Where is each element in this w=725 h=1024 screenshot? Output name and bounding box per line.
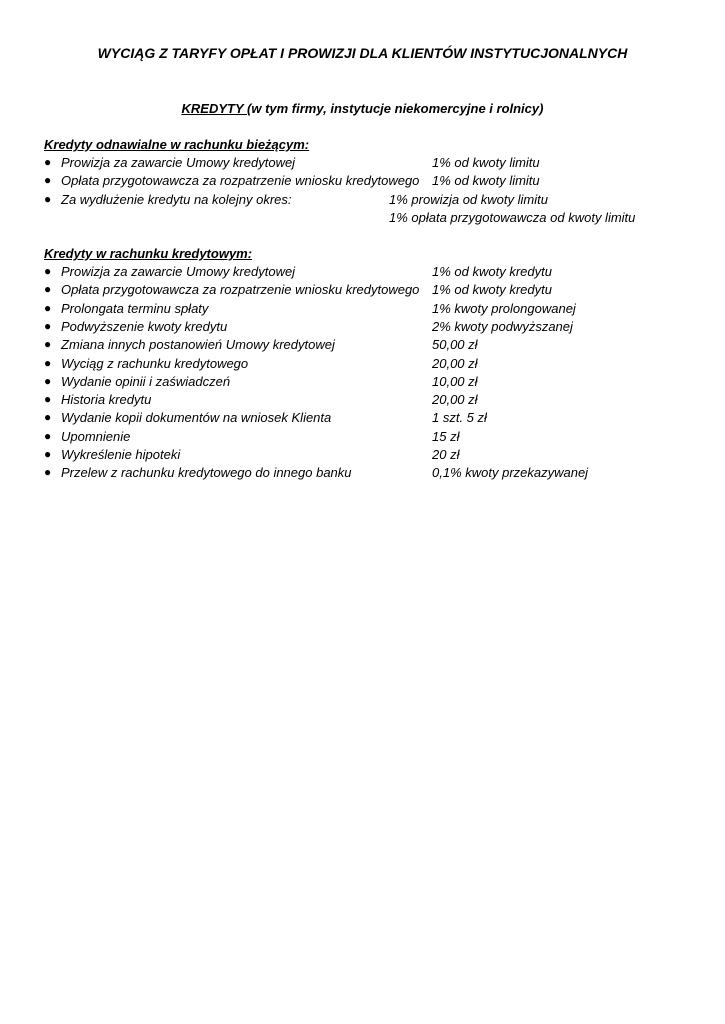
bullet-icon: ● xyxy=(44,155,52,169)
list-item xyxy=(44,392,704,410)
item-label: Przelew z rachunku kredytowego do innego banku xyxy=(61,465,352,481)
bullet-icon: ● xyxy=(44,428,52,443)
bullet-icon: ● xyxy=(44,447,52,461)
list-item xyxy=(44,337,704,355)
item-label: Prolongata terminu spłaty xyxy=(61,300,209,316)
item-value: 1 szt. 5 zł xyxy=(432,410,487,426)
item-value: 1% od kwoty limitu xyxy=(432,155,540,170)
bullet-icon: ● xyxy=(44,264,52,278)
item-value: 1% od kwoty kredytu xyxy=(432,264,552,279)
item-label: Opłata przygotowawcza za rozpatrzenie wniosku kredytowego xyxy=(61,173,420,188)
item-label: Opłata przygotowawcza za rozpatrzenie wniosku kredytowego xyxy=(61,282,420,298)
list-item xyxy=(44,282,704,300)
item-label: Wykreślenie hipoteki xyxy=(61,447,181,462)
list-item xyxy=(44,447,704,465)
item-value: 10,00 zł xyxy=(432,373,478,389)
bullet-icon: ● xyxy=(44,410,52,425)
item-value: 20,00 zł xyxy=(432,392,478,408)
item-label: Prowizja za zawarcie Umowy kredytowej xyxy=(61,155,296,170)
list-item xyxy=(44,173,704,191)
bullet-icon: ● xyxy=(44,318,52,333)
item-label: Historia kredytu xyxy=(61,392,152,408)
item-value: 20,00 zł xyxy=(432,355,478,371)
item-label: Prowizja za zawarcie Umowy kredytowej xyxy=(61,264,296,279)
item-label: Wydanie kopii dokumentów na wniosek Klienta xyxy=(61,410,332,426)
item-value: 1% kwoty prolongowanej xyxy=(432,300,576,316)
bullet-icon: ● xyxy=(44,300,52,315)
list-item xyxy=(44,192,704,210)
bullet-icon: ● xyxy=(44,337,52,352)
bullet-icon: ● xyxy=(44,355,52,370)
item-value: 50,00 zł xyxy=(432,337,478,353)
item-label: Zmiana innych postanowień Umowy kredytowej xyxy=(61,337,335,353)
item-value: 20 zł xyxy=(432,447,460,462)
list-item xyxy=(44,356,704,374)
item-value: 0,1% kwoty przekazywanej xyxy=(432,465,589,481)
bullet-icon: ● xyxy=(44,192,52,206)
list-item xyxy=(44,319,704,337)
item-label: Wydanie opinii i zaświadczeń xyxy=(61,373,231,389)
bullet-icon: ● xyxy=(44,282,52,297)
item-label: Wyciąg z rachunku kredytowego xyxy=(61,355,249,371)
item-label: Upomnienie xyxy=(61,428,131,444)
list-item xyxy=(44,155,704,173)
subtitle-keyword: KREDYTY xyxy=(181,101,248,116)
item-value: 1% od kwoty limitu xyxy=(432,173,540,188)
item-label: Za wydłużenie kredytu na kolejny okres: xyxy=(61,192,292,207)
list-item xyxy=(44,374,704,392)
bullet-icon: ● xyxy=(44,392,52,407)
list-item xyxy=(44,429,704,447)
item-value: 1% od kwoty kredytu xyxy=(432,282,552,298)
list-item xyxy=(44,264,704,282)
item-value: 2% kwoty podwyższanej xyxy=(432,318,573,334)
bullet-icon: ● xyxy=(44,173,52,187)
item-value: 1% prowizja od kwoty limitu xyxy=(389,192,548,207)
subtitle-description: (w tym firmy, instytucje niekomercyjne i rolnicy) xyxy=(247,101,544,116)
section2-heading: Kredyty w rachunku kredytowym: xyxy=(44,246,253,261)
section-subtitle xyxy=(0,101,725,116)
item-value: 15 zł xyxy=(432,428,460,444)
section1-heading: Kredyty odnawialne w rachunku bieżącym: xyxy=(44,137,310,152)
bullet-icon: ● xyxy=(44,373,52,388)
document-title: WYCIĄG Z TARYFY OPŁAT I PROWIZJI DLA KLIENTÓW INSTYTUCJONALNYCH xyxy=(97,45,628,61)
item-label: Podwyższenie kwoty kredytu xyxy=(61,318,228,334)
list-item xyxy=(44,465,704,483)
list-item xyxy=(44,410,704,428)
bullet-icon: ● xyxy=(44,465,52,480)
list-item xyxy=(44,301,704,319)
item-value-continuation: 1% opłata przygotowawcza od kwoty limitu xyxy=(389,210,636,225)
